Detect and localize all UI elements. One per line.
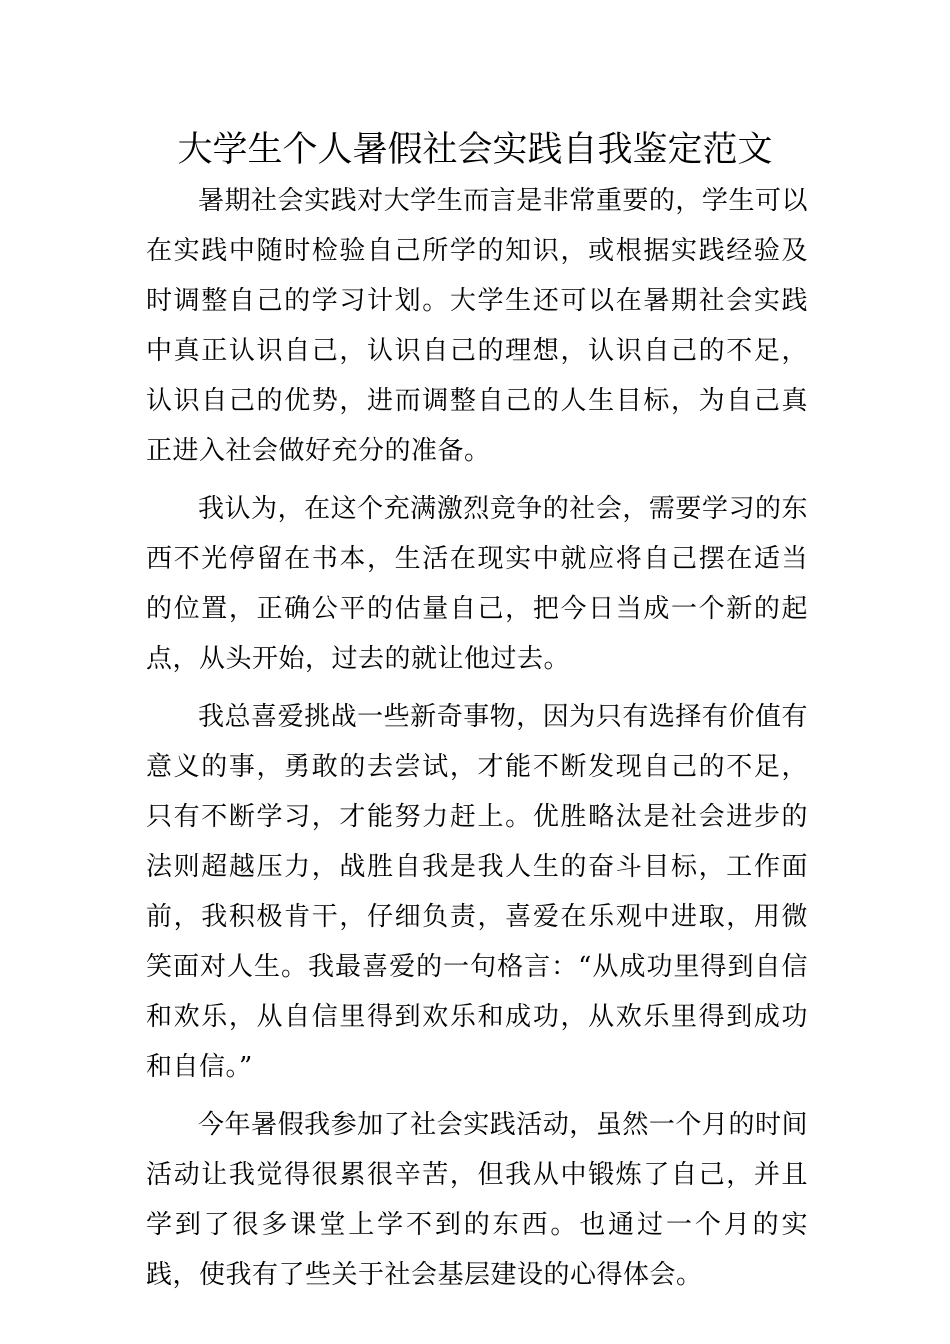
paragraph-1: 暑期社会实践对大学生而言是非常重要的，学生可以在实践中随时检验自己所学的知识，或根据实践经验及时调整自己的学习计划。大学生还可以在暑期社会实践中真正认识自己，认识自己的理想，认识自己的不足，认识自己的优势，进而调整自己的人生目标，为自己真正进入社会做好充分的准备。	[146, 186, 808, 466]
paragraph-4: 今年暑假我参加了社会实践活动，虽然一个月的时间活动让我觉得很累很辛苦，但我从中锻炼了自己，并且学到了很多课堂上学不到的东西。也通过一个月的实践，使我有了些关于社会基层建设的心得体会。	[146, 1110, 808, 1290]
paragraph-2: 我认为，在这个充满激烈竞争的社会，需要学习的东西不光停留在书本，生活在现实中就应将自己摆在适当的位置，正确公平的估量自己，把今日当成一个新的起点，从头开始，过去的就让他过去。	[146, 494, 808, 674]
document-title: 大学生个人暑假社会实践自我鉴定范文	[177, 130, 773, 170]
document-body	[146, 176, 808, 1308]
paragraph-3: 我总喜爱挑战一些新奇事物，因为只有选择有价值有意义的事，勇敢的去尝试，才能不断发现自己的不足，只有不断学习，才能努力赶上。优胜略汰是社会进步的法则超越压力，战胜自我是我人生的奋斗目标，工作面前，我积极肯干，仔细负责，喜爱在乐观中进取，用微笑面对人生。我最喜爱的一句格言：“从成功里得到自信和欢乐，从自信里得到欢乐和成功，从欢乐里得到成功和自信。”	[146, 702, 808, 1082]
